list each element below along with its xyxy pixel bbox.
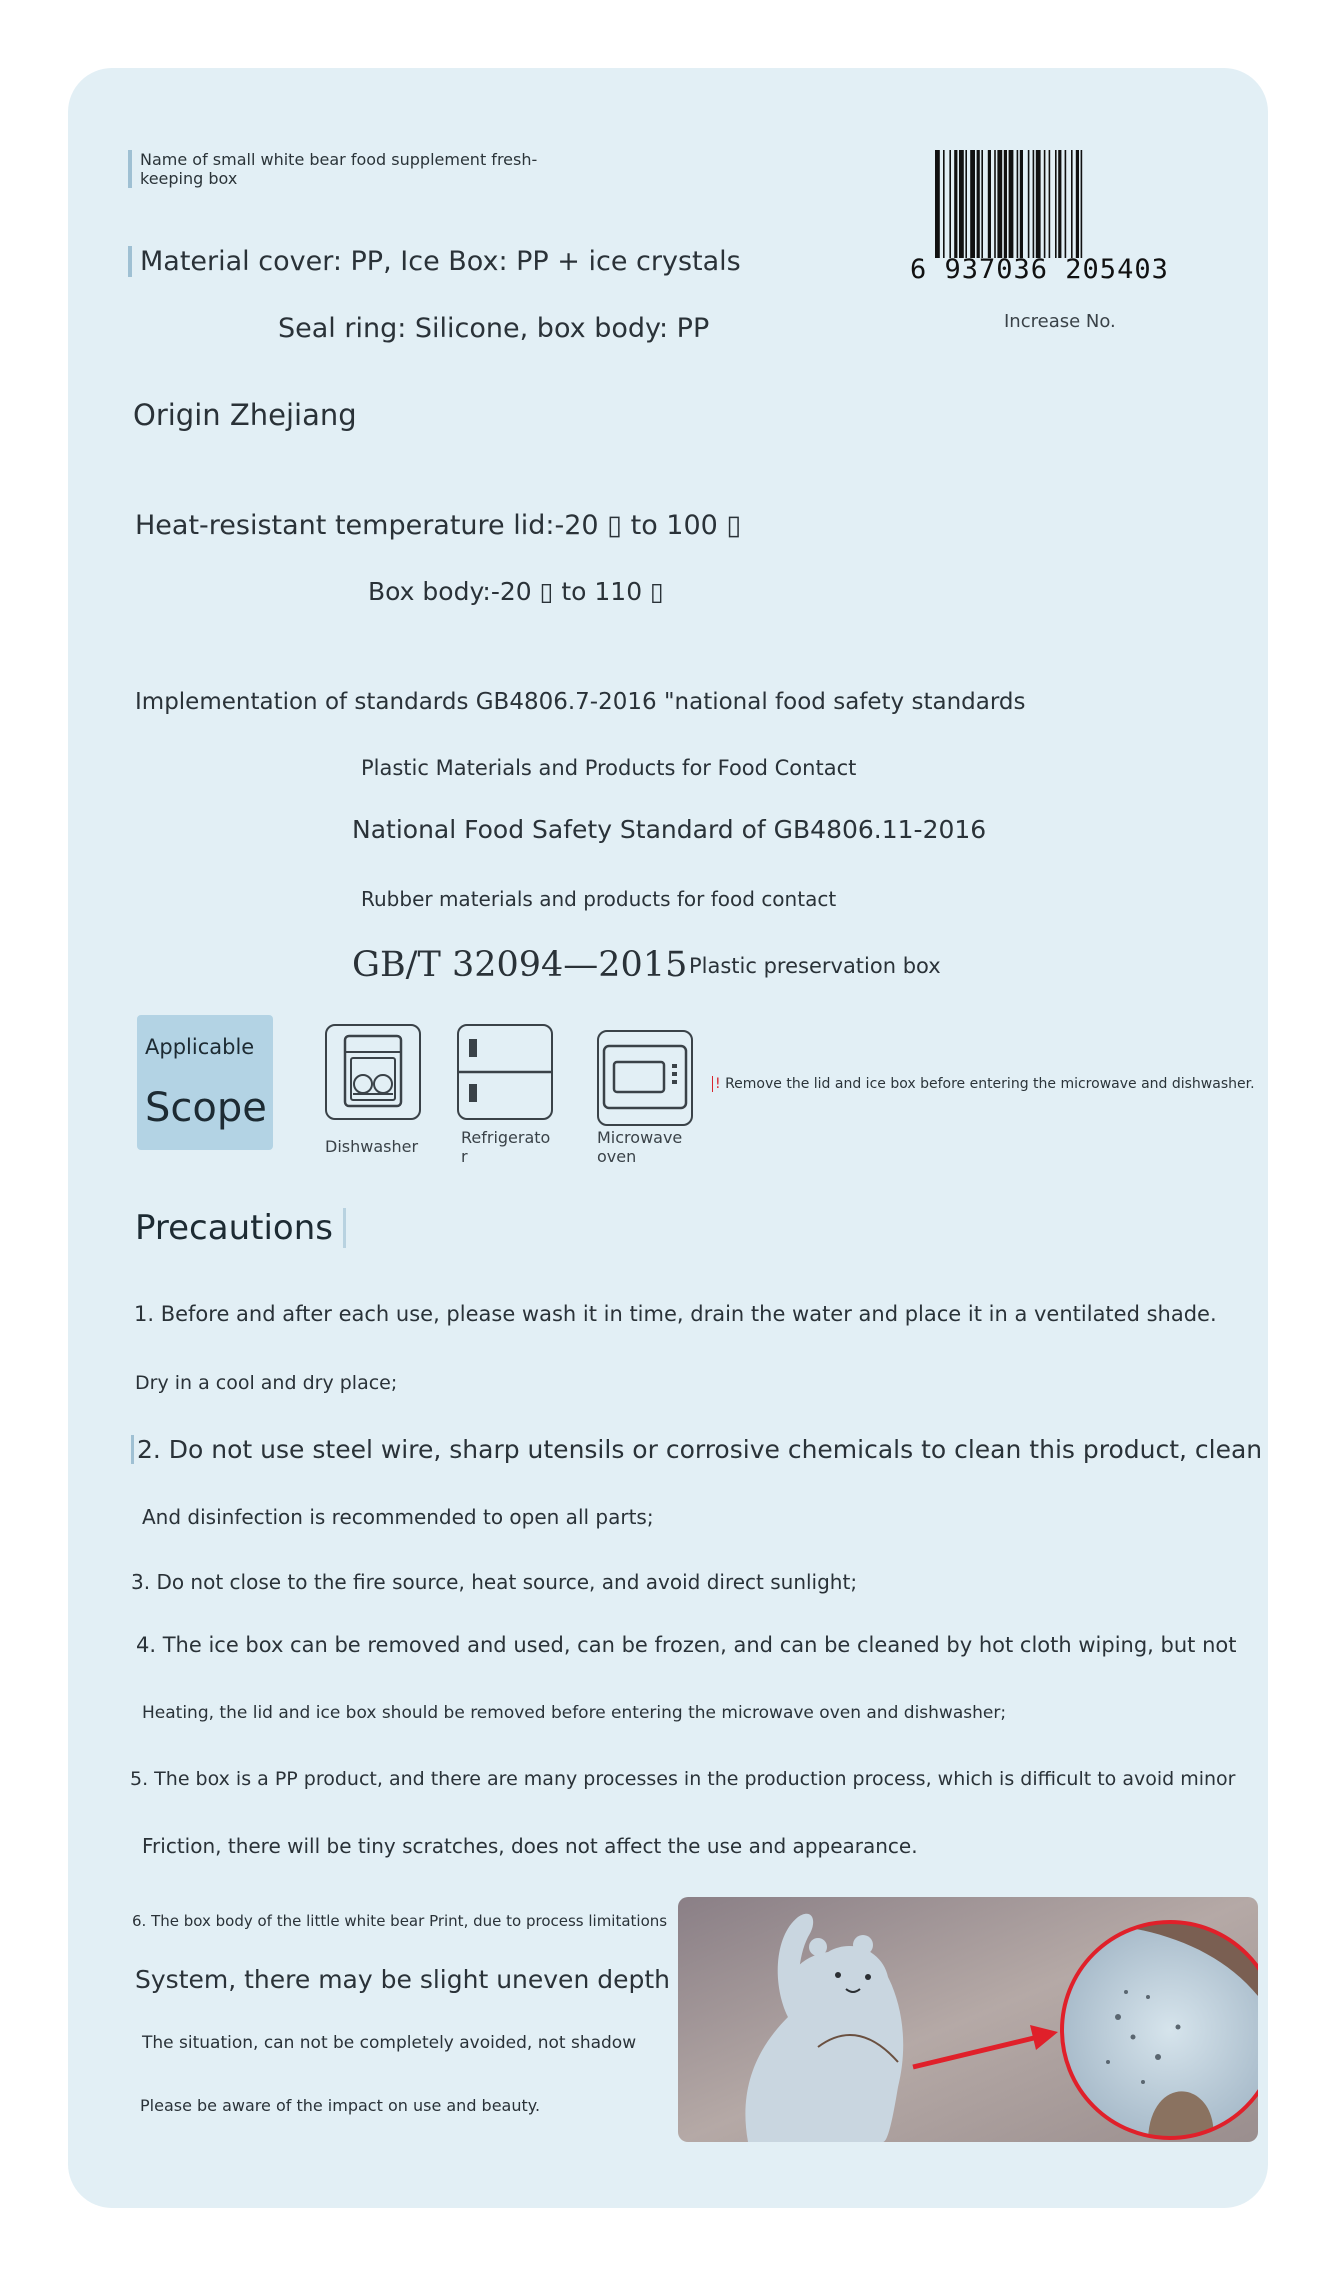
precaution-4b: Heating, the lid and ice box should be removed before entering the microwave oven and dishwasher; xyxy=(142,1703,1007,1723)
bear-print-photo xyxy=(678,1897,1258,2142)
heat-line2: Box body:-20 ▯ to 110 ▯ xyxy=(368,577,664,606)
precaution-5b: Friction, there will be tiny scratches, does not affect the use and appearance. xyxy=(142,1834,918,1858)
barcode-digits: 6 937036 205403 xyxy=(910,254,1169,285)
precaution-3: 3. Do not close to the fire source, heat source, and avoid direct sunlight; xyxy=(131,1570,858,1594)
standard-line3: National Food Safety Standard of GB4806.11-2016 xyxy=(352,815,987,844)
bear-print-illustration-icon xyxy=(678,1897,1258,2142)
scope-title-small: Applicable xyxy=(145,1035,255,1059)
standard-line1: Implementation of standards GB4806.7-2016 "national food safety standards xyxy=(135,689,1026,715)
barcode xyxy=(910,150,1195,285)
microwave-label xyxy=(597,1128,682,1166)
refrigerator-label-line2: r xyxy=(461,1147,468,1166)
precaution-4a: 4. The ice box can be removed and used, can be frozen, and can be cleaned by hot cloth wiping, but not xyxy=(136,1633,1237,1657)
product-name-line1: Name of small white bear food supplement fresh- xyxy=(140,150,538,169)
applicable-scope-badge xyxy=(137,1015,273,1150)
precaution-5a: 5. The box is a PP product, and there are many processes in the production process, which is difficult to avoid minor xyxy=(130,1768,1236,1790)
material-line2: Seal ring: Silicone, box body: PP xyxy=(278,313,710,344)
refrigerator-label-line1: Refrigerato xyxy=(461,1128,551,1147)
microwave-label-line2: oven xyxy=(597,1147,637,1166)
refrigerator-glyph xyxy=(459,1026,551,1118)
precaution-6c: The situation, can not be completely avoided, not shadow xyxy=(142,2033,637,2053)
barcode-bars-icon xyxy=(935,150,1195,268)
microwave-icon xyxy=(597,1030,693,1126)
precaution-1a: 1. Before and after each use, please wash it in time, drain the water and place it in a ventilated shade. xyxy=(134,1302,1217,1326)
precautions-heading: Precautions xyxy=(135,1208,346,1248)
gbt-code: GB/T 32094—2015 xyxy=(352,945,688,985)
heat-line1: Heat-resistant temperature lid:-20 ▯ to 100 ▯ xyxy=(135,510,742,541)
origin: Origin Zhejiang xyxy=(133,398,357,432)
gbt-label: Plastic preservation box xyxy=(689,954,941,978)
microwave-label-line1: Microwave xyxy=(597,1128,683,1147)
precaution-6b: System, there may be slight uneven depth xyxy=(135,1965,670,1994)
microwave-glyph xyxy=(599,1032,691,1124)
standard-line2: Plastic Materials and Products for Food Contact xyxy=(361,756,857,780)
precaution-1b: Dry in a cool and dry place; xyxy=(135,1372,398,1394)
scope-note-text: Remove the lid and ice box before entering the microwave and dishwasher. xyxy=(725,1076,1255,1092)
product-name-line2: keeping box xyxy=(140,169,238,188)
material-line1: Material cover: PP, Ice Box: PP + ice crystals xyxy=(128,246,741,277)
dishwasher-label: Dishwasher xyxy=(325,1137,419,1156)
warning-mark-icon: ! xyxy=(712,1076,721,1092)
scope-title-big: Scope xyxy=(145,1085,267,1131)
precaution-2b: And disinfection is recommended to open all parts; xyxy=(142,1505,654,1529)
dishwasher-icon xyxy=(325,1024,421,1120)
dishwasher-glyph xyxy=(327,1026,419,1118)
barcode-caption: Increase No. xyxy=(1004,311,1116,332)
refrigerator-label xyxy=(461,1128,550,1166)
precaution-2a: 2. Do not use steel wire, sharp utensils or corrosive chemicals to clean this product, clean xyxy=(131,1435,1262,1464)
refrigerator-icon xyxy=(457,1024,553,1120)
precaution-6d: Please be aware of the impact on use and beauty. xyxy=(140,2096,541,2115)
product-name xyxy=(128,150,537,188)
precaution-6a: 6. The box body of the little white bear Print, due to process limitations xyxy=(132,1912,668,1930)
scope-note xyxy=(712,1076,1255,1092)
standard-line4: Rubber materials and products for food contact xyxy=(361,887,837,911)
